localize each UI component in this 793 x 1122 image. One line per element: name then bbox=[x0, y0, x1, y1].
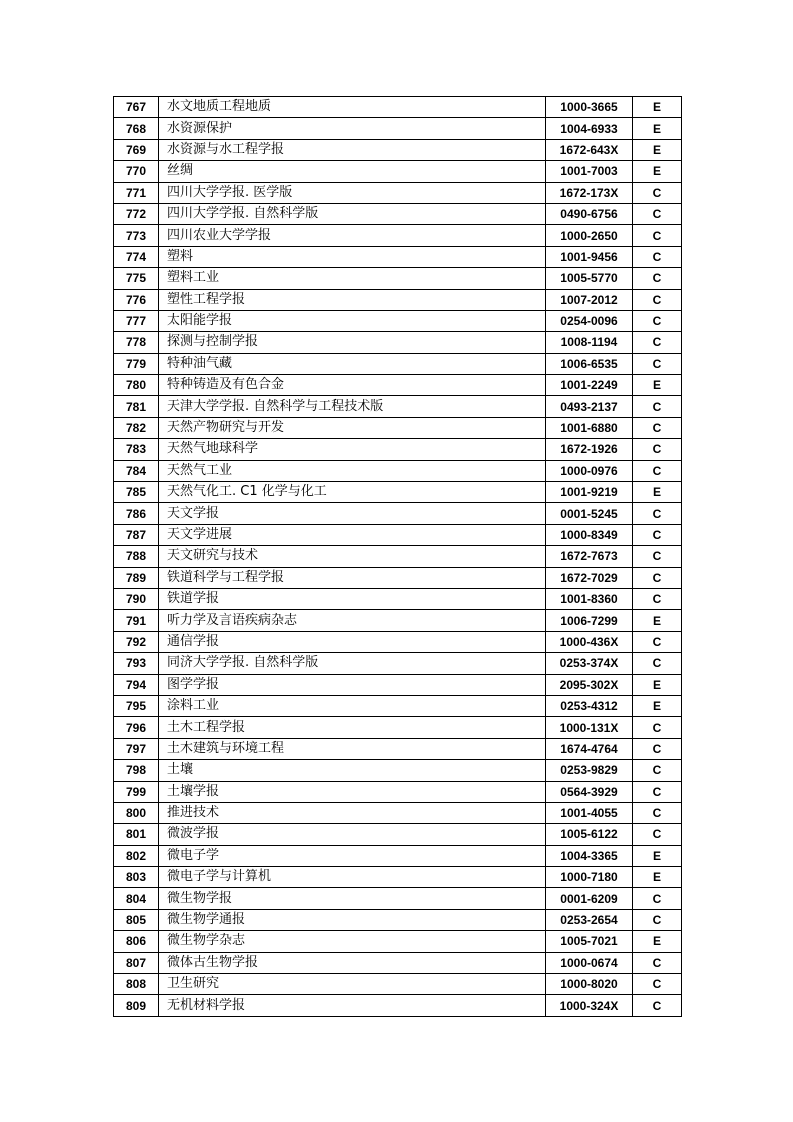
journal-name: 塑料工业 bbox=[159, 268, 546, 289]
journal-level: C bbox=[633, 760, 682, 781]
journal-name: 水资源保护 bbox=[159, 118, 546, 139]
journal-issn: 1000-2650 bbox=[546, 225, 633, 246]
row-number: 785 bbox=[114, 482, 159, 503]
table-row bbox=[114, 182, 682, 203]
journal-level: E bbox=[633, 375, 682, 396]
journal-issn: 0490-6756 bbox=[546, 203, 633, 224]
journal-issn: 1672-7029 bbox=[546, 567, 633, 588]
journal-level: C bbox=[633, 503, 682, 524]
table-row bbox=[114, 225, 682, 246]
journal-issn: 0253-4312 bbox=[546, 695, 633, 716]
journal-name: 天然气工业 bbox=[159, 460, 546, 481]
table-row bbox=[114, 161, 682, 182]
row-number: 802 bbox=[114, 845, 159, 866]
journal-level: C bbox=[633, 225, 682, 246]
row-number: 789 bbox=[114, 567, 159, 588]
journal-name: 微体古生物学报 bbox=[159, 952, 546, 973]
table-row bbox=[114, 845, 682, 866]
journal-name: 特种油气藏 bbox=[159, 353, 546, 374]
journal-issn: 1674-4764 bbox=[546, 738, 633, 759]
journal-issn: 1001-9456 bbox=[546, 246, 633, 267]
journal-issn: 1000-0674 bbox=[546, 952, 633, 973]
row-number: 783 bbox=[114, 439, 159, 460]
journal-name: 特种铸造及有色合金 bbox=[159, 375, 546, 396]
row-number: 775 bbox=[114, 268, 159, 289]
table-row bbox=[114, 824, 682, 845]
journal-level: C bbox=[633, 738, 682, 759]
journal-issn: 1006-6535 bbox=[546, 353, 633, 374]
journal-issn: 1001-4055 bbox=[546, 802, 633, 823]
journal-issn: 1005-6122 bbox=[546, 824, 633, 845]
journal-name: 听力学及言语疾病杂志 bbox=[159, 610, 546, 631]
journal-name: 天然气地球科学 bbox=[159, 439, 546, 460]
journal-level: E bbox=[633, 610, 682, 631]
journal-level: C bbox=[633, 182, 682, 203]
journal-name: 塑料 bbox=[159, 246, 546, 267]
journal-level: C bbox=[633, 824, 682, 845]
journal-name: 铁道科学与工程学报 bbox=[159, 567, 546, 588]
row-number: 791 bbox=[114, 610, 159, 631]
journal-issn: 0253-374X bbox=[546, 653, 633, 674]
journal-issn: 1000-8349 bbox=[546, 524, 633, 545]
journal-issn: 1672-7673 bbox=[546, 546, 633, 567]
table-row bbox=[114, 289, 682, 310]
table-row bbox=[114, 375, 682, 396]
row-number: 776 bbox=[114, 289, 159, 310]
table-row bbox=[114, 268, 682, 289]
row-number: 803 bbox=[114, 867, 159, 888]
journal-issn: 1000-0976 bbox=[546, 460, 633, 481]
row-number: 781 bbox=[114, 396, 159, 417]
journal-name: 推进技术 bbox=[159, 802, 546, 823]
table-row bbox=[114, 503, 682, 524]
table-row bbox=[114, 332, 682, 353]
journal-level: E bbox=[633, 674, 682, 695]
journal-issn: 0253-9829 bbox=[546, 760, 633, 781]
journal-level: C bbox=[633, 396, 682, 417]
journal-level: C bbox=[633, 631, 682, 652]
journal-level: C bbox=[633, 203, 682, 224]
journal-level: C bbox=[633, 524, 682, 545]
journal-level: C bbox=[633, 546, 682, 567]
journal-issn: 1007-2012 bbox=[546, 289, 633, 310]
table-row bbox=[114, 139, 682, 160]
journal-issn: 1001-2249 bbox=[546, 375, 633, 396]
table-row bbox=[114, 802, 682, 823]
journal-name: 土壤学报 bbox=[159, 781, 546, 802]
journal-level: C bbox=[633, 588, 682, 609]
row-number: 769 bbox=[114, 139, 159, 160]
journal-level: C bbox=[633, 952, 682, 973]
row-number: 804 bbox=[114, 888, 159, 909]
journal-name: 探测与控制学报 bbox=[159, 332, 546, 353]
row-number: 788 bbox=[114, 546, 159, 567]
journal-table-body bbox=[114, 97, 682, 1017]
journal-level: C bbox=[633, 995, 682, 1016]
row-number: 796 bbox=[114, 717, 159, 738]
table-row bbox=[114, 118, 682, 139]
journal-name: 天文研究与技术 bbox=[159, 546, 546, 567]
row-number: 778 bbox=[114, 332, 159, 353]
table-row bbox=[114, 674, 682, 695]
journal-name: 同济大学学报. 自然科学版 bbox=[159, 653, 546, 674]
table-row bbox=[114, 610, 682, 631]
journal-level: C bbox=[633, 353, 682, 374]
journal-level: C bbox=[633, 974, 682, 995]
row-number: 768 bbox=[114, 118, 159, 139]
journal-level: C bbox=[633, 802, 682, 823]
journal-level: C bbox=[633, 417, 682, 438]
table-row bbox=[114, 653, 682, 674]
journal-level: C bbox=[633, 888, 682, 909]
row-number: 773 bbox=[114, 225, 159, 246]
journal-issn: 0001-5245 bbox=[546, 503, 633, 524]
table-row bbox=[114, 524, 682, 545]
table-row bbox=[114, 867, 682, 888]
journal-issn: 1004-3365 bbox=[546, 845, 633, 866]
table-row bbox=[114, 952, 682, 973]
journal-name: 水资源与水工程学报 bbox=[159, 139, 546, 160]
journal-issn: 1005-7021 bbox=[546, 931, 633, 952]
journal-level: E bbox=[633, 139, 682, 160]
table-row bbox=[114, 717, 682, 738]
row-number: 805 bbox=[114, 909, 159, 930]
journal-name: 微电子学与计算机 bbox=[159, 867, 546, 888]
table-row bbox=[114, 995, 682, 1016]
table-row bbox=[114, 396, 682, 417]
journal-level: C bbox=[633, 909, 682, 930]
table-row bbox=[114, 931, 682, 952]
row-number: 786 bbox=[114, 503, 159, 524]
journal-name: 水文地质工程地质 bbox=[159, 97, 546, 118]
row-number: 794 bbox=[114, 674, 159, 695]
table-row bbox=[114, 781, 682, 802]
journal-name: 塑性工程学报 bbox=[159, 289, 546, 310]
journal-name: 通信学报 bbox=[159, 631, 546, 652]
journal-issn: 1672-173X bbox=[546, 182, 633, 203]
table-row bbox=[114, 760, 682, 781]
journal-issn: 1000-324X bbox=[546, 995, 633, 1016]
journal-name: 土木工程学报 bbox=[159, 717, 546, 738]
journal-issn: 1000-7180 bbox=[546, 867, 633, 888]
journal-issn: 0564-3929 bbox=[546, 781, 633, 802]
journal-name: 丝绸 bbox=[159, 161, 546, 182]
row-number: 797 bbox=[114, 738, 159, 759]
journal-name: 天津大学学报. 自然科学与工程技术版 bbox=[159, 396, 546, 417]
journal-level: C bbox=[633, 460, 682, 481]
row-number: 795 bbox=[114, 695, 159, 716]
row-number: 784 bbox=[114, 460, 159, 481]
table-row bbox=[114, 631, 682, 652]
table-row bbox=[114, 888, 682, 909]
journal-issn: 1006-7299 bbox=[546, 610, 633, 631]
table-row bbox=[114, 546, 682, 567]
journal-issn: 1005-5770 bbox=[546, 268, 633, 289]
journal-name: 土壤 bbox=[159, 760, 546, 781]
journal-name: 天文学进展 bbox=[159, 524, 546, 545]
table-row bbox=[114, 738, 682, 759]
journal-issn: 1008-1194 bbox=[546, 332, 633, 353]
journal-level: C bbox=[633, 246, 682, 267]
row-number: 767 bbox=[114, 97, 159, 118]
journal-level: C bbox=[633, 717, 682, 738]
journal-level: C bbox=[633, 332, 682, 353]
journal-name: 微生物学报 bbox=[159, 888, 546, 909]
row-number: 774 bbox=[114, 246, 159, 267]
table-row bbox=[114, 460, 682, 481]
journal-name: 太阳能学报 bbox=[159, 310, 546, 331]
row-number: 808 bbox=[114, 974, 159, 995]
journal-level: E bbox=[633, 161, 682, 182]
table-row bbox=[114, 203, 682, 224]
row-number: 777 bbox=[114, 310, 159, 331]
row-number: 800 bbox=[114, 802, 159, 823]
journal-level: C bbox=[633, 439, 682, 460]
journal-issn: 1000-8020 bbox=[546, 974, 633, 995]
journal-level: C bbox=[633, 310, 682, 331]
journal-issn: 2095-302X bbox=[546, 674, 633, 695]
journal-issn: 1004-6933 bbox=[546, 118, 633, 139]
journal-name: 卫生研究 bbox=[159, 974, 546, 995]
journal-issn: 1000-3665 bbox=[546, 97, 633, 118]
row-number: 807 bbox=[114, 952, 159, 973]
row-number: 792 bbox=[114, 631, 159, 652]
journal-issn: 1000-436X bbox=[546, 631, 633, 652]
journal-name: 四川大学学报. 自然科学版 bbox=[159, 203, 546, 224]
journal-level: E bbox=[633, 482, 682, 503]
table-row bbox=[114, 246, 682, 267]
table-row bbox=[114, 97, 682, 118]
journal-level: E bbox=[633, 118, 682, 139]
row-number: 787 bbox=[114, 524, 159, 545]
journal-level: E bbox=[633, 97, 682, 118]
row-number: 799 bbox=[114, 781, 159, 802]
row-number: 798 bbox=[114, 760, 159, 781]
journal-level: E bbox=[633, 845, 682, 866]
journal-level: E bbox=[633, 931, 682, 952]
journal-issn: 1672-1926 bbox=[546, 439, 633, 460]
journal-level: C bbox=[633, 781, 682, 802]
journal-table bbox=[113, 96, 682, 1017]
row-number: 790 bbox=[114, 588, 159, 609]
journal-name: 铁道学报 bbox=[159, 588, 546, 609]
row-number: 801 bbox=[114, 824, 159, 845]
journal-name: 天文学报 bbox=[159, 503, 546, 524]
journal-issn: 1001-6880 bbox=[546, 417, 633, 438]
journal-name: 天然产物研究与开发 bbox=[159, 417, 546, 438]
journal-name: 图学学报 bbox=[159, 674, 546, 695]
row-number: 772 bbox=[114, 203, 159, 224]
journal-issn: 1672-643X bbox=[546, 139, 633, 160]
journal-issn: 1000-131X bbox=[546, 717, 633, 738]
row-number: 770 bbox=[114, 161, 159, 182]
journal-name: 微生物学通报 bbox=[159, 909, 546, 930]
journal-issn: 1001-8360 bbox=[546, 588, 633, 609]
journal-issn: 1001-9219 bbox=[546, 482, 633, 503]
journal-level: C bbox=[633, 567, 682, 588]
journal-level: C bbox=[633, 289, 682, 310]
table-row bbox=[114, 310, 682, 331]
row-number: 780 bbox=[114, 375, 159, 396]
journal-issn: 1001-7003 bbox=[546, 161, 633, 182]
table-row bbox=[114, 482, 682, 503]
journal-level: E bbox=[633, 695, 682, 716]
row-number: 809 bbox=[114, 995, 159, 1016]
journal-name: 涂料工业 bbox=[159, 695, 546, 716]
journal-level: E bbox=[633, 867, 682, 888]
table-row bbox=[114, 695, 682, 716]
journal-name: 无机材料学报 bbox=[159, 995, 546, 1016]
row-number: 793 bbox=[114, 653, 159, 674]
journal-name: 四川农业大学学报 bbox=[159, 225, 546, 246]
journal-issn: 0493-2137 bbox=[546, 396, 633, 417]
table-row bbox=[114, 974, 682, 995]
row-number: 771 bbox=[114, 182, 159, 203]
table-row bbox=[114, 439, 682, 460]
journal-name: 土木建筑与环境工程 bbox=[159, 738, 546, 759]
journal-issn: 0254-0096 bbox=[546, 310, 633, 331]
journal-name: 天然气化工. C1 化学与化工 bbox=[159, 482, 546, 503]
table-row bbox=[114, 567, 682, 588]
journal-level: C bbox=[633, 268, 682, 289]
journal-name: 微波学报 bbox=[159, 824, 546, 845]
journal-name: 微生物学杂志 bbox=[159, 931, 546, 952]
table-row bbox=[114, 353, 682, 374]
row-number: 782 bbox=[114, 417, 159, 438]
journal-issn: 0253-2654 bbox=[546, 909, 633, 930]
journal-name: 微电子学 bbox=[159, 845, 546, 866]
journal-name: 四川大学学报. 医学版 bbox=[159, 182, 546, 203]
journal-level: C bbox=[633, 653, 682, 674]
row-number: 806 bbox=[114, 931, 159, 952]
table-row bbox=[114, 417, 682, 438]
table-row bbox=[114, 588, 682, 609]
table-row bbox=[114, 909, 682, 930]
journal-issn: 0001-6209 bbox=[546, 888, 633, 909]
row-number: 779 bbox=[114, 353, 159, 374]
